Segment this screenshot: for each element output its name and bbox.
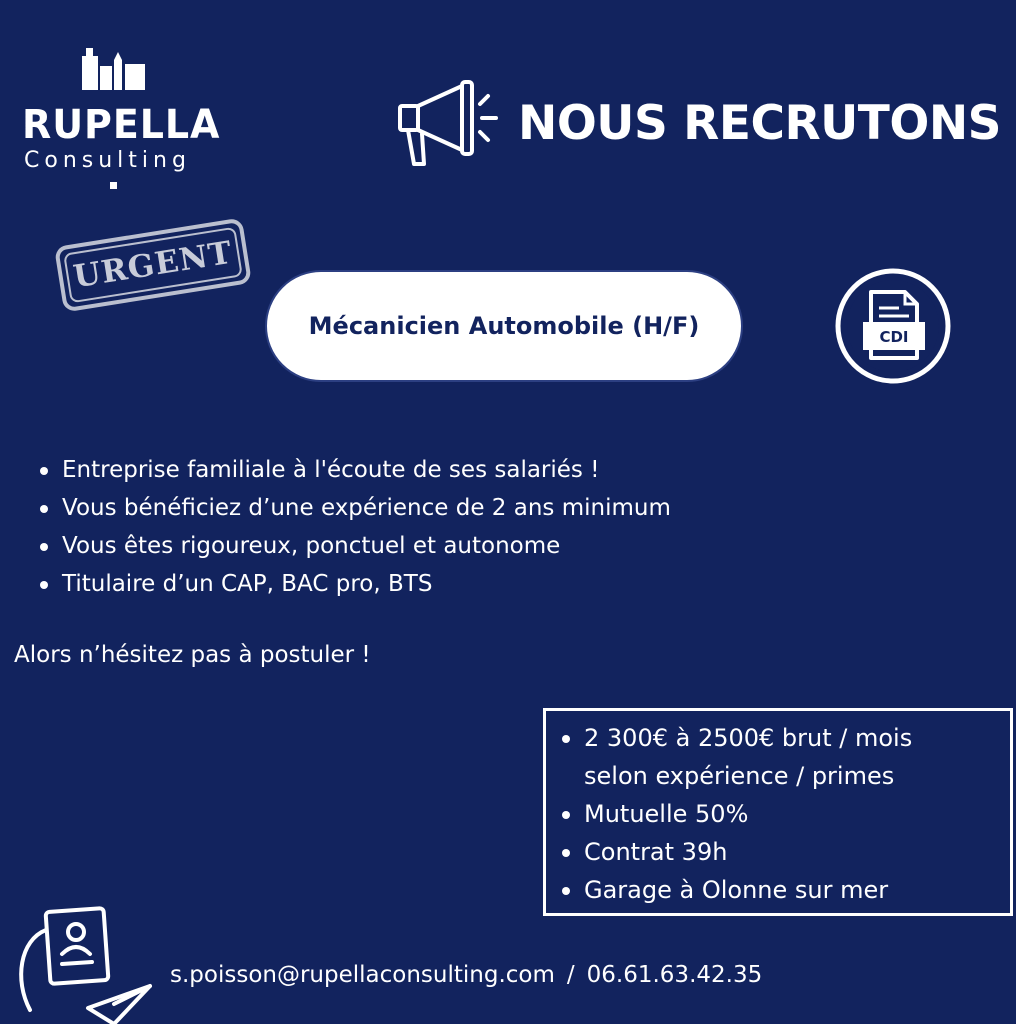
logo-wordmark: RUPELLA [22,102,221,148]
email-link[interactable]: s.poisson@rupellaconsulting.com [170,962,555,988]
contact-separator: / [566,962,575,988]
megaphone-icon [396,80,502,170]
phone-link[interactable]: 06.61.63.42.35 [586,962,763,988]
list-item [558,719,1010,795]
list-item: Garage à Olonne sur mer [558,871,1010,909]
list-item: Titulaire d’un CAP, BAC pro, BTS [36,565,671,603]
list-item: Vous bénéficiez d’une expérience de 2 ans minimum [36,489,671,527]
company-logo [20,44,221,194]
urgent-stamp [54,218,252,313]
job-title-pill [265,270,743,382]
call-to-action: Alors n’hésitez pas à postuler ! [14,642,371,668]
contact-line [170,962,762,988]
list-item: Vous êtes rigoureux, ponctuel et autonome [36,527,671,565]
logo-buildings-icon [80,44,148,92]
requirements-list [36,451,671,603]
salary-line-2: selon expérience / primes [584,762,895,790]
logo-dot [110,182,117,189]
application-send-icon [10,900,160,1024]
salary-line-1: 2 300€ à 2500€ brut / mois [584,724,913,752]
job-title: Mécanicien Automobile (H/F) [308,312,700,340]
list-item: Entreprise familiale à l'écoute de ses salariés ! [36,451,671,489]
logo-subtitle: Consulting [24,148,191,173]
cdi-document-icon [833,266,953,386]
headline: NOUS RECRUTONS [518,96,1002,151]
stamp-label: URGENT [71,234,235,296]
offer-box [543,708,1013,916]
list-item: Mutuelle 50% [558,795,1010,833]
list-item: Contrat 39h [558,833,1010,871]
offer-list [558,719,1010,909]
cdi-label: CDI [879,328,909,346]
